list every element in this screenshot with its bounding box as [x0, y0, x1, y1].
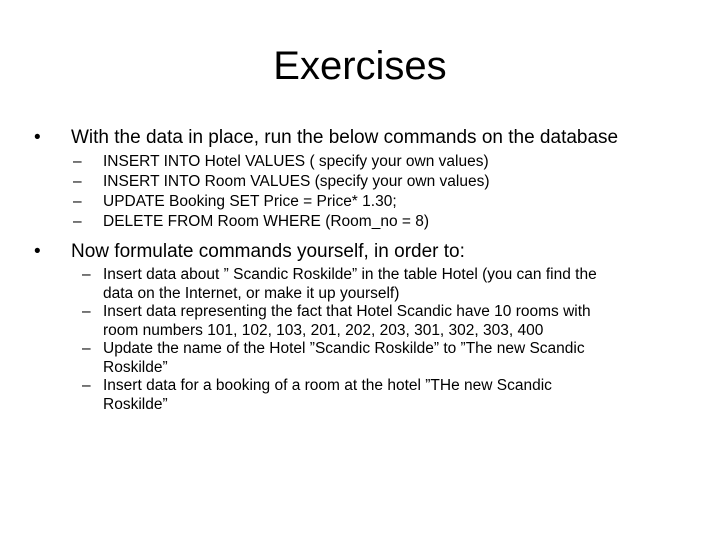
list-item	[82, 377, 682, 414]
list-item-text: UPDATE Booking SET Price = Price* 1.30;	[103, 193, 397, 210]
bullet-marker: •	[34, 127, 41, 148]
slide-title: Exercises	[273, 44, 447, 88]
list-item-text: INSERT INTO Hotel VALUES ( specify your own values)	[103, 153, 489, 170]
sublist-commands	[73, 152, 683, 232]
dash-marker: –	[73, 193, 82, 210]
list-item	[82, 266, 682, 303]
list-item-text: Insert data about ” Scandic Roskilde” in the table Hotel (you can find the data on the Internet, or make it up yourself)	[103, 266, 597, 302]
dash-marker: –	[82, 303, 91, 320]
bullet-marker: •	[34, 241, 41, 262]
list-item	[73, 172, 683, 192]
list-item	[73, 212, 683, 232]
dash-marker: –	[73, 173, 82, 190]
sublist-tasks	[82, 266, 682, 414]
dash-marker: –	[73, 153, 82, 170]
bullet-text: With the data in place, run the below commands on the database	[71, 127, 619, 148]
dash-marker: –	[73, 213, 82, 230]
list-item-text: Insert data representing the fact that Hotel Scandic have 10 rooms with room numbers 101, 102, 103, 201, 202, 203, 301, 302, 303, 400	[103, 303, 591, 339]
dash-marker: –	[82, 340, 91, 357]
list-item	[82, 303, 682, 340]
dash-marker: –	[82, 377, 91, 394]
list-item-text: Update the name of the Hotel ”Scandic Roskilde” to ”The new Scandic Roskilde”	[103, 340, 585, 376]
list-item	[73, 192, 683, 212]
list-item	[82, 340, 682, 377]
list-item-text: Insert data for a booking of a room at the hotel ”THe new Scandic Roskilde”	[103, 377, 552, 413]
list-item	[73, 152, 683, 172]
dash-marker: –	[82, 266, 91, 283]
bullet-text: Now formulate commands yourself, in order to:	[71, 241, 465, 262]
list-item-text: INSERT INTO Room VALUES (specify your own values)	[103, 173, 490, 190]
list-item-text: DELETE FROM Room WHERE (Room_no = 8)	[103, 213, 430, 230]
